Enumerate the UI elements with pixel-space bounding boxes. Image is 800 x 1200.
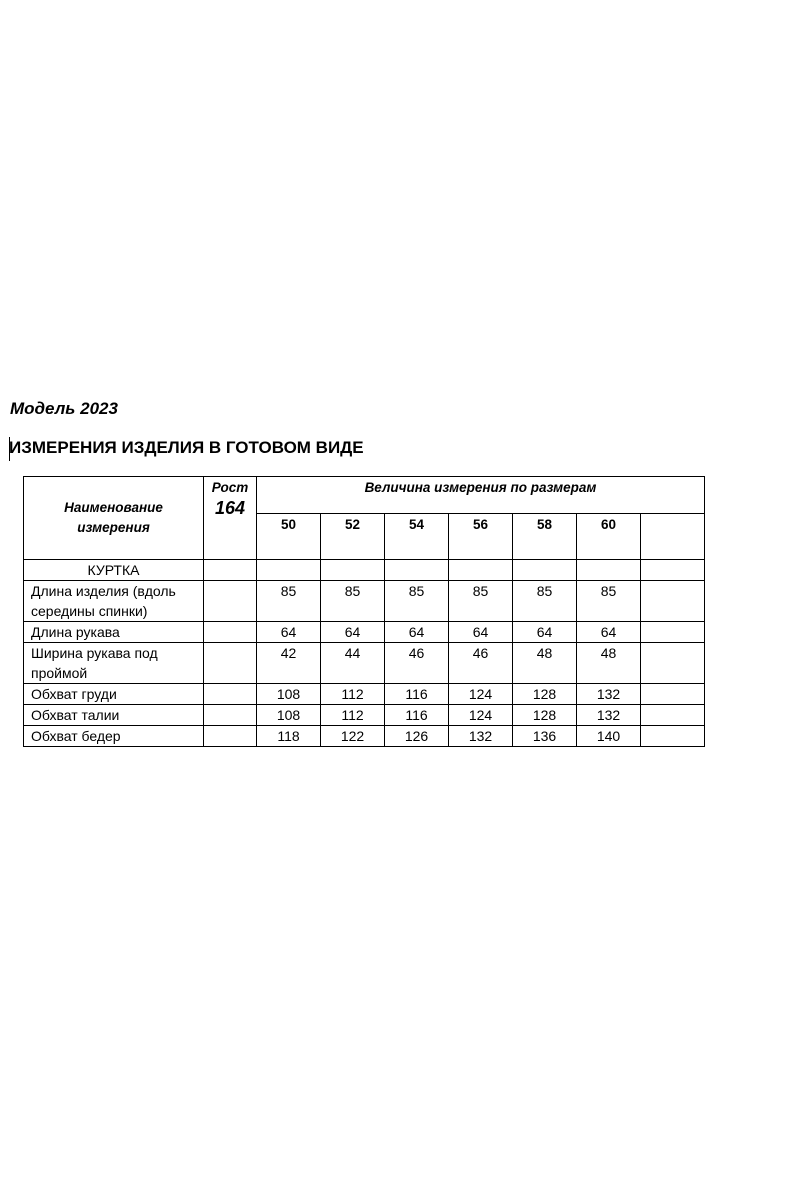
value-cell: 124 <box>449 684 513 705</box>
measurement-name: Обхват бедер <box>24 726 204 747</box>
value-cell: 140 <box>577 726 641 747</box>
size-header: 54 <box>385 514 449 560</box>
value-cell: 64 <box>513 622 577 643</box>
value-cell: 42 <box>257 643 321 684</box>
value-cell: 85 <box>385 581 449 622</box>
rost-cell <box>204 622 257 643</box>
value-cell: 64 <box>321 622 385 643</box>
value-cell: 46 <box>449 643 513 684</box>
empty-cell <box>641 581 705 622</box>
value-cell: 85 <box>577 581 641 622</box>
value-cell: 112 <box>321 705 385 726</box>
value-cell: 128 <box>513 705 577 726</box>
empty-cell <box>641 726 705 747</box>
empty-cell <box>641 643 705 684</box>
value-cell: 85 <box>257 581 321 622</box>
value-cell: 108 <box>257 705 321 726</box>
header-sizes-caption: Величина измерения по размерам <box>257 477 705 514</box>
size-header: 60 <box>577 514 641 560</box>
section-row <box>24 560 705 581</box>
value-cell: 132 <box>577 705 641 726</box>
rost-cell <box>204 643 257 684</box>
table-row <box>24 622 705 643</box>
rost-cell <box>204 705 257 726</box>
size-header: 56 <box>449 514 513 560</box>
measurement-name-line2: середины спинки) <box>31 603 148 619</box>
measurement-name <box>24 643 204 684</box>
empty-cell <box>257 560 321 581</box>
value-cell: 116 <box>385 684 449 705</box>
rost-label: Рост <box>211 480 249 495</box>
value-cell: 136 <box>513 726 577 747</box>
value-cell: 44 <box>321 643 385 684</box>
empty-cell <box>577 560 641 581</box>
table-row <box>24 705 705 726</box>
measurement-name: Обхват груди <box>24 684 204 705</box>
empty-cell <box>641 560 705 581</box>
header-measurement-name <box>24 477 204 560</box>
document-heading: ИЗМЕРЕНИЯ ИЗДЕЛИЯ В ГОТОВОМ ВИДЕ <box>9 438 364 457</box>
size-header: 52 <box>321 514 385 560</box>
value-cell: 64 <box>385 622 449 643</box>
header-name-line1: Наименование <box>64 500 163 515</box>
value-cell: 128 <box>513 684 577 705</box>
rost-cell <box>204 726 257 747</box>
header-name-line2: измерения <box>77 520 150 535</box>
size-header-empty <box>641 514 705 560</box>
value-cell: 85 <box>449 581 513 622</box>
value-cell: 132 <box>577 684 641 705</box>
value-cell: 132 <box>449 726 513 747</box>
model-title: Модель 2023 <box>10 399 118 418</box>
value-cell: 126 <box>385 726 449 747</box>
measurement-name: Длина рукава <box>24 622 204 643</box>
size-header: 50 <box>257 514 321 560</box>
empty-cell <box>641 684 705 705</box>
measurement-name <box>24 581 204 622</box>
measurement-name-line1: Длина изделия (вдоль <box>31 583 176 599</box>
value-cell: 108 <box>257 684 321 705</box>
value-cell: 116 <box>385 705 449 726</box>
value-cell: 124 <box>449 705 513 726</box>
rost-cell <box>204 684 257 705</box>
value-cell: 118 <box>257 726 321 747</box>
value-cell: 85 <box>321 581 385 622</box>
empty-cell <box>641 622 705 643</box>
table-row <box>24 726 705 747</box>
header-rost <box>204 477 257 560</box>
rost-value: 164 <box>214 498 246 518</box>
empty-cell <box>385 560 449 581</box>
measurement-name: Обхват талии <box>24 705 204 726</box>
size-header: 58 <box>513 514 577 560</box>
section-label: КУРТКА <box>24 560 204 581</box>
empty-cell <box>204 560 257 581</box>
measurement-name-line1: Ширина рукава под <box>31 645 158 661</box>
rost-cell <box>204 581 257 622</box>
value-cell: 48 <box>513 643 577 684</box>
value-cell: 46 <box>385 643 449 684</box>
value-cell: 64 <box>257 622 321 643</box>
empty-cell <box>449 560 513 581</box>
empty-cell <box>513 560 577 581</box>
value-cell: 64 <box>577 622 641 643</box>
measurement-name-line2: проймой <box>31 665 88 681</box>
value-cell: 85 <box>513 581 577 622</box>
header-row <box>24 477 705 514</box>
value-cell: 64 <box>449 622 513 643</box>
table-row <box>24 643 705 684</box>
table-row <box>24 581 705 622</box>
value-cell: 48 <box>577 643 641 684</box>
value-cell: 122 <box>321 726 385 747</box>
empty-cell <box>321 560 385 581</box>
value-cell: 112 <box>321 684 385 705</box>
table-row <box>24 684 705 705</box>
measurement-table <box>23 476 705 747</box>
empty-cell <box>641 705 705 726</box>
